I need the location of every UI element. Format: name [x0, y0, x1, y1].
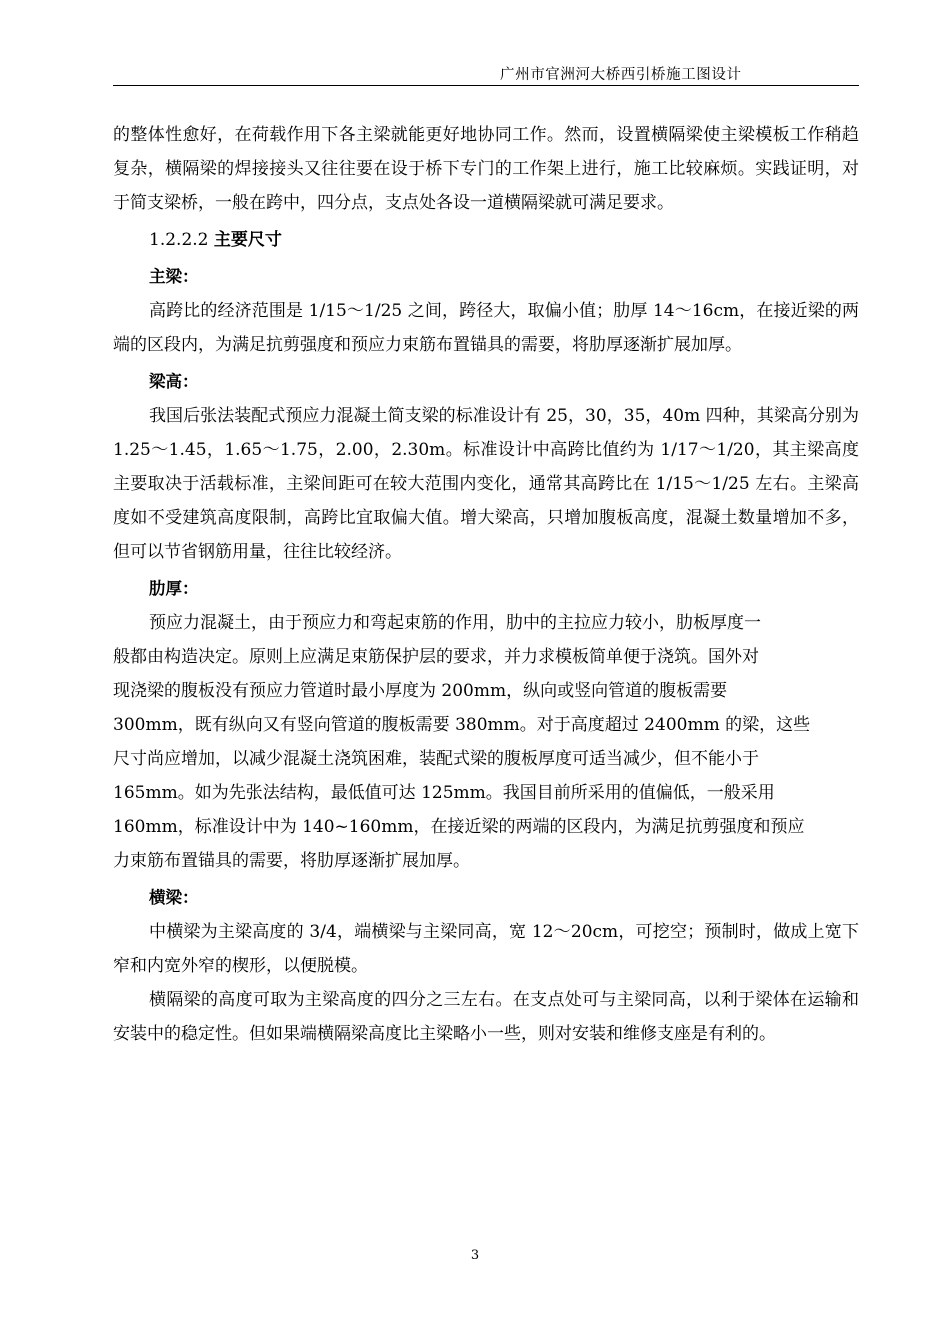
paragraph-cross-beam-height: 横隔梁的高度可取为主梁高度的四分之三左右。在支点处可与主梁同高，以利于梁体在运输和安装中的稳定性。但如果端横隔梁高度比主梁略小一些，则对安装和维修支座是有利的。 — [113, 990, 859, 1044]
running-header-title: 广州市官洲河大桥西引桥施工图设计 — [500, 67, 742, 83]
rib-line: 尺寸尚应增加，以减少混凝土浇筑困难，装配式梁的腹板厚度可适当减少，但不能小于 — [113, 749, 759, 769]
header-divider — [113, 85, 859, 86]
heading-beam-height: 梁高： — [149, 372, 199, 391]
rib-line: 力束筋布置锚具的需要，将肋厚逐渐扩展加厚。 — [113, 851, 470, 871]
heading-main-beam: 主梁： — [149, 267, 199, 286]
section-number: 1.2.2.2 — [149, 230, 209, 250]
paragraph-rib-thickness — [113, 606, 859, 878]
section-heading — [113, 223, 859, 257]
section-title: 主要尺寸 — [213, 230, 282, 250]
rib-line: 160mm，标准设计中为 140~160mm，在接近梁的两端的区段内，为满足抗剪强度和预应 — [113, 817, 805, 837]
rib-line: 般都由构造决定。原则上应满足束筋保护层的要求，并力求模板简单便于浇筑。国外对 — [113, 647, 759, 667]
heading-cross-beam: 横梁： — [149, 888, 199, 907]
rib-line: 现浇梁的腹板没有预应力管道时最小厚度为 200mm，纵向或竖向管道的腹板需要 — [113, 681, 728, 701]
paragraph-beam-height: 我国后张法装配式预应力混凝土简支梁的标准设计有 25，30，35，40m 四种，其梁高分别为 1.25～1.45，1.65～1.75，2.00，2.30m。标准设计中高跨比值约为 1/17～1/20，其主梁高度主要取决于活载标准，主梁间距可在较大范围内变化，通常其高跨比在 1/15～1/25 左右。主梁高度如不受建筑高度限制，高跨比宜取偏大值。增大梁高，只增加腹板高度，混凝土数量增加不多，但可以节省钢筋用量，往往比较经济。 — [113, 406, 859, 562]
rib-line: 165mm。如为先张法结构，最低值可达 125mm。我国目前所采用的值偏低，一般采用 — [113, 783, 775, 803]
rib-line: 预应力混凝土，由于预应力和弯起束筋的作用，肋中的主拉应力较小，肋板厚度一 — [149, 613, 761, 633]
heading-rib-thickness: 肋厚： — [149, 579, 199, 598]
paragraph-cross-beam: 中横梁为主梁高度的 3/4，端横梁与主梁同高，宽 12～20cm，可挖空；预制时，做成上宽下窄和内宽外窄的楔形，以便脱模。 — [113, 922, 859, 976]
paragraph-cross-beam-intro: 的整体性愈好，在荷载作用下各主梁就能更好地协同工作。然而，设置横隔梁使主梁模板工作稍趋复杂，横隔梁的焊接接头又往往要在设于桥下专门的工作架上进行，施工比较麻烦。实践证明，对于简支梁桥，一般在跨中，四分点，支点处各设一道横隔梁就可满足要求。 — [113, 125, 859, 213]
paragraph-main-beam: 高跨比的经济范围是 1/15～1/25 之间，跨径大，取偏小值；肋厚 14～16cm，在接近梁的两端的区段内，为满足抗剪强度和预应力束筋布置锚具的需要，将肋厚逐渐扩展加厚。 — [113, 301, 859, 355]
rib-line: 300mm，既有纵向又有竖向管道的腹板需要 380mm。对于高度超过 2400mm 的梁，这些 — [113, 715, 811, 735]
page-number: 3 — [470, 1248, 480, 1263]
document-body — [113, 118, 859, 1051]
